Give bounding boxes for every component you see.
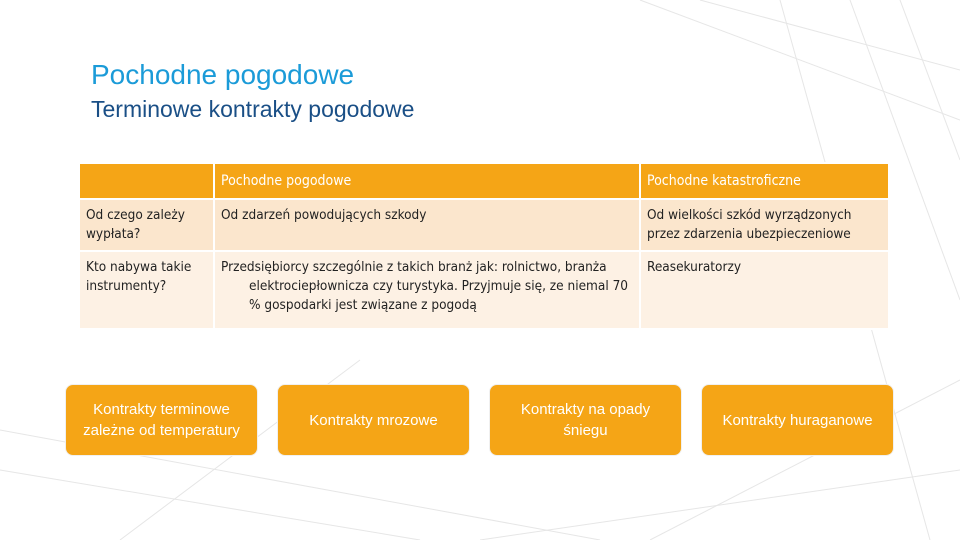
- catastrophe-cell: Reasekuratorzy: [640, 251, 889, 329]
- weather-cell-text: Przedsiębiorcy szczególnie z takich branż jak: rolnictwo, branża elektrociepłownicza czy turystyka. Przyjmuje się, ze niemal 70 % gospodarki jest związane z pogodą: [221, 259, 629, 313]
- table-header-row: [79, 163, 889, 199]
- contract-frost: Kontrakty mrozowe: [277, 384, 470, 456]
- row-label: Kto nabywa takie instrumenty?: [79, 251, 214, 329]
- slide-title: Pochodne pogodowe: [91, 59, 355, 90]
- slide-subtitle: Terminowe kontrakty pogodowe: [91, 96, 415, 122]
- contract-hurricane: Kontrakty huraganowe: [701, 384, 894, 456]
- weather-cell: Od zdarzeń powodujących szkody: [214, 199, 640, 251]
- table-header-weather: Pochodne pogodowe: [214, 163, 640, 199]
- table-row: [79, 251, 889, 329]
- table-header-catastrophe: Pochodne katastroficzne: [640, 163, 889, 199]
- comparison-table: [78, 162, 890, 330]
- contract-temperature: Kontrakty terminowe zależne od temperatury: [65, 384, 258, 456]
- table-row: [79, 199, 889, 251]
- row-label: Od czego zależy wypłata?: [79, 199, 214, 251]
- weather-cell: [214, 251, 640, 329]
- table-header-empty: [79, 163, 214, 199]
- catastrophe-cell: Od wielkości szkód wyrządzonych przez zdarzenia ubezpieczeniowe: [640, 199, 889, 251]
- contract-snowfall: Kontrakty na opady śniegu: [489, 384, 682, 456]
